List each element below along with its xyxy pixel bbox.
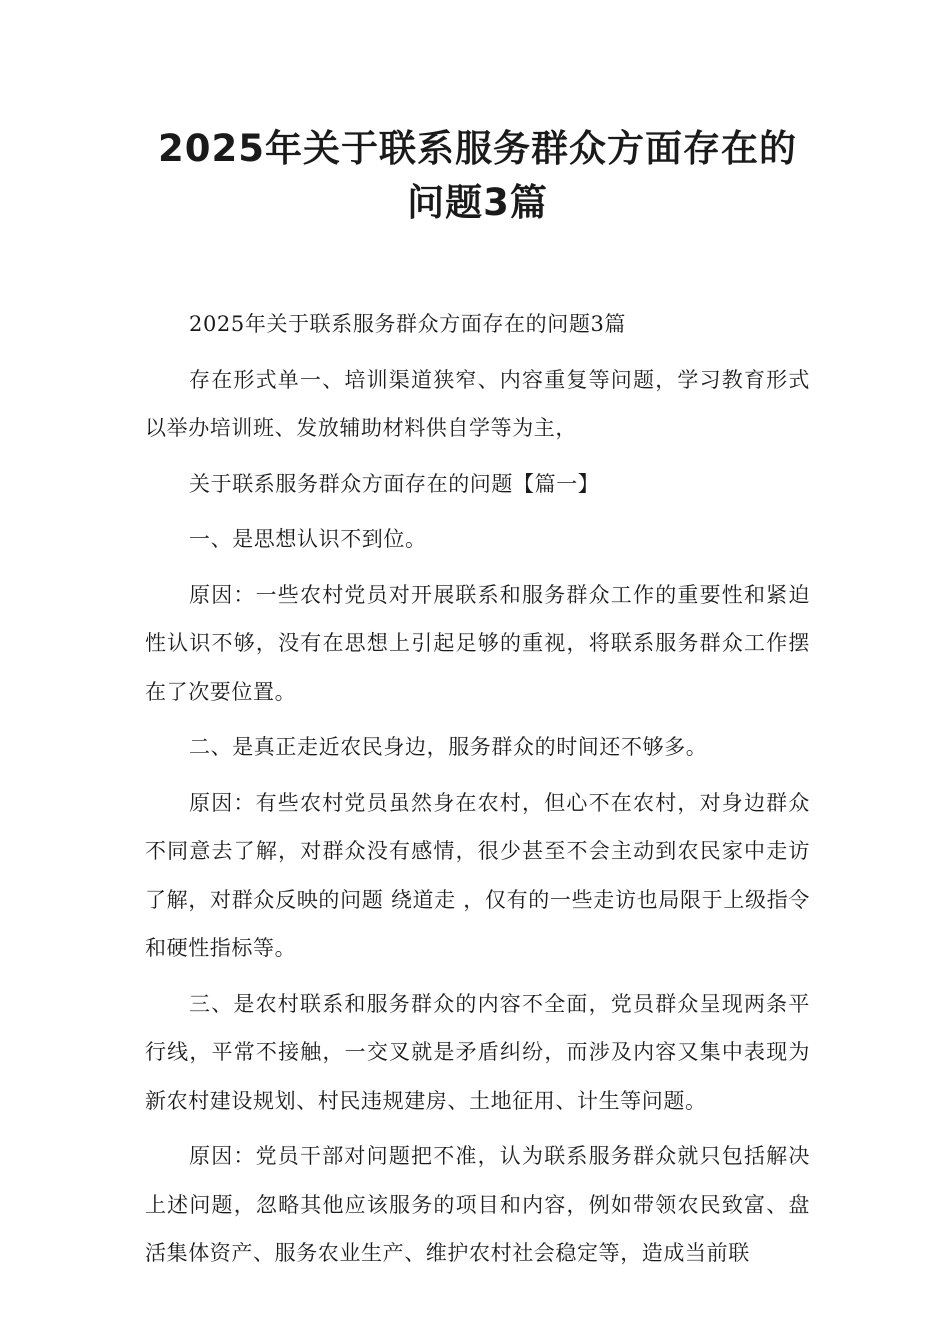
paragraph-intro: 存在形式单一、培训渠道狭窄、内容重复等问题，学习教育形式以举办培训班、发放辅助材料供自学等为主， <box>145 367 810 440</box>
point-three-heading: 三、是农村联系和服务群众的内容不全面，党员群众呈现两条平行线，平常不接触，一交叉就是矛盾纠纷，而涉及内容又集中表现为新农村建设规划、村民违规建房、土地征用、计生等问题。 <box>145 991 810 1113</box>
document-title: 2025年关于联系服务群众方面存在的问题3篇 <box>158 127 797 224</box>
point-three-reason: 原因：党员干部对问题把不准，认为联系服务群众就只包括解决上述问题，忽略其他应该服务的项目和内容，例如带领农民致富、盘活集体资产、服务农业生产、维护农村社会稳定等，造成当前联 <box>145 1144 810 1265</box>
point-two-reason: 原因：有些农村党员虽然身在农村，但心不在农村，对身边群众不同意去了解，对群众没有感情，很少甚至不会主动到农民家中走访了解，对群众反映的问题 绕道走 ，仅有的一些走访也局限于上级指令和硬性指标等。 <box>145 790 810 960</box>
point-one-reason: 原因：一些农村党员对开展联系和服务群众工作的重要性和紧迫性认识不够，没有在思想上引起足够的重视，将联系服务群众工作摆在了次要位置。 <box>145 582 810 704</box>
document-body <box>145 300 810 1278</box>
point-one-heading: 一、是思想认识不到位。 <box>189 527 427 551</box>
point-two-heading: 二、是真正走近农民身边，服务群众的时间还不够多。 <box>189 735 708 759</box>
section-heading-part-one: 关于联系服务群众方面存在的问题【篇一】 <box>189 471 600 496</box>
paragraph-subtitle: 2025年关于联系服务群众方面存在的问题3篇 <box>189 312 627 336</box>
